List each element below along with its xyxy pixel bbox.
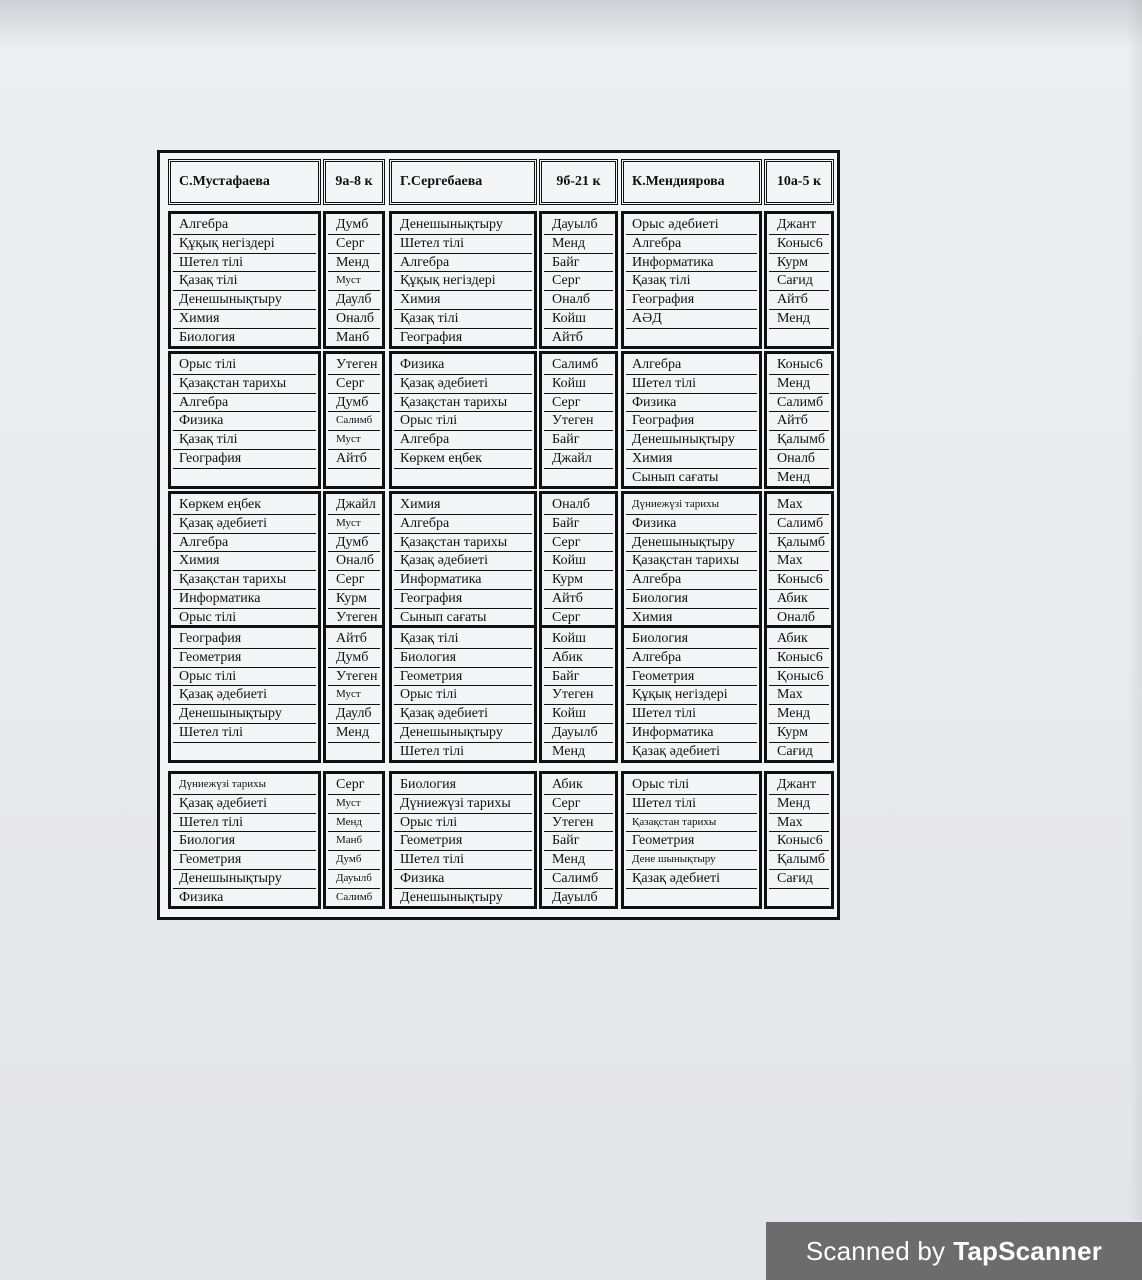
class-code-cell: Серг (544, 609, 613, 628)
subject-cell: Орыс тілі (394, 814, 532, 833)
class-code-cell: Менд (769, 705, 829, 724)
subject-cell: Денешынықтыру (394, 724, 532, 743)
day-5-t2-block (389, 771, 537, 909)
class-code-cell: Байг (544, 832, 613, 851)
class-code-cell: Джайл (328, 496, 380, 515)
day-2-t3-block (621, 351, 762, 489)
class-code-cell: Сағид (769, 870, 829, 889)
day-3-c3-block (764, 491, 834, 629)
class-code-cell: Қалымб (769, 534, 829, 553)
subject-cell: Қазақстан тарихы (626, 814, 757, 833)
class-code-cell: Менд (328, 724, 380, 743)
subject-cell: Биология (173, 329, 316, 348)
subject-cell (173, 743, 316, 762)
day-5-t3-block (621, 771, 762, 909)
subject-cell: Дене шынықтыру (626, 851, 757, 870)
class-code-cell: Утеген (328, 668, 380, 687)
class-code-cell: Менд (328, 254, 380, 273)
day-4-c2-block (539, 625, 618, 763)
day-1-c2-block (539, 211, 618, 349)
subject-cell: Шетел тілі (394, 235, 532, 254)
subject-cell: Көркем еңбек (173, 496, 316, 515)
subject-cell: Денешынықтыру (626, 431, 757, 450)
class-code-cell: Оналб (544, 496, 613, 515)
class-code-cell: Салимб (328, 889, 380, 908)
subject-cell: Орыс тілі (173, 609, 316, 628)
subject-cell: Қазақ әдебиеті (394, 552, 532, 571)
class-code-cell: Серг (544, 534, 613, 553)
subject-cell: Қазақ әдебиеті (173, 795, 316, 814)
class-code-cell: Коныс6 (769, 649, 829, 668)
class-code-cell: Серг (544, 272, 613, 291)
class-code-cell: Манб (328, 832, 380, 851)
class-code-cell: Айтб (769, 412, 829, 431)
day-5-c2-block (539, 771, 618, 909)
subject-cell: Биология (394, 649, 532, 668)
subject-cell: Физика (173, 889, 316, 908)
class-code-cell: Утеген (328, 356, 380, 375)
class-code-cell: Курм (769, 254, 829, 273)
watermark-prefix: Scanned by (805, 1235, 946, 1266)
subject-cell: Алгебра (626, 571, 757, 590)
subject-cell: Дүниежүзі тарихы (173, 776, 316, 795)
class-code-cell: Койш (544, 552, 613, 571)
subject-cell: Шетел тілі (173, 814, 316, 833)
subject-cell (173, 469, 316, 488)
subject-cell: Химия (173, 552, 316, 571)
subject-cell: Шетел тілі (626, 705, 757, 724)
day-2-c3-block (764, 351, 834, 489)
schedule-table (157, 150, 840, 920)
subject-cell: Физика (394, 356, 532, 375)
subject-cell: Алгебра (394, 515, 532, 534)
class-code-cell (769, 889, 829, 908)
paper-right-shadow (1128, 0, 1142, 1220)
subject-cell: Сынып сағаты (626, 469, 757, 488)
subject-cell: Химия (626, 609, 757, 628)
subject-cell: Құқық негіздері (173, 235, 316, 254)
subject-cell: Қазақстан тарихы (173, 571, 316, 590)
day-1-t3-block (621, 211, 762, 349)
class-code-cell: Койш (544, 375, 613, 394)
class-code-cell: Коныс6 (769, 832, 829, 851)
subject-cell: АӘД (626, 310, 757, 329)
day-1-c1-block (323, 211, 385, 349)
subject-cell: География (626, 412, 757, 431)
subject-cell: Қазақ әдебиеті (394, 375, 532, 394)
class-code-cell: Серг (544, 394, 613, 413)
subject-cell: Биология (394, 776, 532, 795)
subject-cell: Химия (394, 496, 532, 515)
subject-cell: Шетел тілі (173, 254, 316, 273)
class-code-cell: Муст (328, 795, 380, 814)
class-code-cell: Менд (769, 310, 829, 329)
subject-cell: Геометрия (394, 668, 532, 687)
class-header-3: 10а-5 к (764, 159, 834, 205)
subject-cell: Геометрия (173, 649, 316, 668)
class-code-cell: Койш (544, 630, 613, 649)
class-code-cell: Серг (328, 235, 380, 254)
subject-cell: Алгебра (173, 534, 316, 553)
subject-cell: Денешынықтыру (394, 216, 532, 235)
class-code-cell: Менд (328, 814, 380, 833)
class-code-cell: Думб (328, 649, 380, 668)
subject-cell: География (173, 450, 316, 469)
subject-cell: Геометрия (626, 832, 757, 851)
subject-cell: Орыс тілі (626, 776, 757, 795)
subject-cell: География (173, 630, 316, 649)
subject-cell: Физика (394, 870, 532, 889)
class-code-cell: Утеген (544, 412, 613, 431)
subject-cell: Орыс тілі (173, 668, 316, 687)
subject-cell: Қазақстан тарихы (394, 394, 532, 413)
class-code-cell: Мах (769, 552, 829, 571)
class-code-cell: Менд (544, 743, 613, 762)
subject-cell: География (394, 329, 532, 348)
subject-cell: Алгебра (626, 649, 757, 668)
class-code-cell: Қалымб (769, 431, 829, 450)
subject-cell: Қазақстан тарихы (173, 375, 316, 394)
teacher-header-1: С.Мустафаева (168, 159, 321, 205)
subject-cell: Геометрия (394, 832, 532, 851)
day-2-t1-block (168, 351, 321, 489)
subject-cell: Қазақ тілі (173, 431, 316, 450)
class-code-cell: Салимб (544, 870, 613, 889)
subject-cell: Шетел тілі (394, 743, 532, 762)
subject-cell: Қазақ әдебиеті (394, 705, 532, 724)
subject-cell: Биология (626, 590, 757, 609)
class-code-cell: Салимб (769, 515, 829, 534)
subject-cell: Геометрия (173, 851, 316, 870)
class-code-cell: Оналб (769, 609, 829, 628)
class-code-cell: Айтб (328, 450, 380, 469)
subject-cell: Алгебра (626, 356, 757, 375)
class-code-cell (544, 469, 613, 488)
class-code-cell: Джант (769, 776, 829, 795)
day-4-t2-block (389, 625, 537, 763)
subject-cell: Алгебра (394, 254, 532, 273)
subject-cell: Шетел тілі (394, 851, 532, 870)
subject-cell: Алгебра (394, 431, 532, 450)
class-code-cell: Дауылб (544, 724, 613, 743)
subject-cell (394, 469, 532, 488)
class-code-cell: Думб (328, 216, 380, 235)
subject-cell: География (394, 590, 532, 609)
subject-cell: Алгебра (173, 216, 316, 235)
class-code-cell (769, 329, 829, 348)
subject-cell: Информатика (394, 571, 532, 590)
class-code-cell: Утеген (544, 814, 613, 833)
subject-cell: Денешынықтыру (173, 291, 316, 310)
subject-cell: Шетел тілі (626, 795, 757, 814)
class-code-cell: Серг (328, 375, 380, 394)
subject-cell: Биология (626, 630, 757, 649)
day-2-t2-block (389, 351, 537, 489)
subject-cell: Көркем еңбек (394, 450, 532, 469)
class-code-cell: Муст (328, 431, 380, 450)
class-code-cell: Муст (328, 515, 380, 534)
class-code-cell: Курм (769, 724, 829, 743)
class-code-cell: Даулб (328, 705, 380, 724)
class-code-cell: Менд (544, 851, 613, 870)
class-code-cell: Салимб (544, 356, 613, 375)
class-code-cell: Салимб (328, 412, 380, 431)
subject-cell (626, 889, 757, 908)
class-code-cell (328, 469, 380, 488)
subject-cell: Құқық негіздері (626, 686, 757, 705)
paper-top-edge (0, 0, 1142, 48)
class-code-cell: Джайл (544, 450, 613, 469)
class-code-cell: Серг (544, 795, 613, 814)
class-code-cell: Сағид (769, 272, 829, 291)
subject-cell: Қазақ әдебиеті (173, 515, 316, 534)
subject-cell: Физика (626, 515, 757, 534)
class-code-cell: Сағид (769, 743, 829, 762)
class-code-cell: Менд (769, 469, 829, 488)
class-code-cell: Утеген (544, 686, 613, 705)
class-code-cell: Думб (328, 851, 380, 870)
class-code-cell: Коныс6 (769, 356, 829, 375)
class-code-cell: Абик (769, 590, 829, 609)
subject-cell: Қазақстан тарихы (626, 552, 757, 571)
class-code-cell: Айтб (769, 291, 829, 310)
class-code-cell: Мах (769, 686, 829, 705)
class-code-cell: Мах (769, 814, 829, 833)
class-code-cell: Дауылб (544, 216, 613, 235)
day-5-t1-block (168, 771, 321, 909)
subject-cell: Денешынықтыру (394, 889, 532, 908)
subject-cell: Информатика (173, 590, 316, 609)
class-header-2: 9б-21 к (539, 159, 618, 205)
subject-cell: Орыс тілі (394, 412, 532, 431)
subject-cell: Қазақ тілі (173, 272, 316, 291)
class-code-cell: Менд (544, 235, 613, 254)
class-code-cell: Курм (544, 571, 613, 590)
class-code-cell: Коныс6 (769, 235, 829, 254)
teacher-header-3: К.Мендиярова (621, 159, 762, 205)
class-code-cell: Абик (769, 630, 829, 649)
subject-cell: Қазақ тілі (394, 630, 532, 649)
day-4-t1-block (168, 625, 321, 763)
day-3-c2-block (539, 491, 618, 629)
subject-cell: Орыс әдебиеті (626, 216, 757, 235)
class-code-cell: Джант (769, 216, 829, 235)
subject-cell: Шетел тілі (626, 375, 757, 394)
class-code-cell: Байг (544, 515, 613, 534)
subject-cell: Қазақ әдебиеті (626, 743, 757, 762)
day-3-c1-block (323, 491, 385, 629)
class-code-cell: Серг (328, 776, 380, 795)
class-code-cell: Манб (328, 329, 380, 348)
subject-cell: Сынып сағаты (394, 609, 532, 628)
subject-cell: Химия (626, 450, 757, 469)
subject-cell: Қазақ тілі (626, 272, 757, 291)
class-header-1: 9а-8 к (323, 159, 385, 205)
subject-cell: Шетел тілі (173, 724, 316, 743)
subject-cell: Информатика (626, 724, 757, 743)
subject-cell: Информатика (626, 254, 757, 273)
watermark-brand: TapScanner (953, 1235, 1103, 1266)
subject-cell: Денешынықтыру (626, 534, 757, 553)
day-4-t3-block (621, 625, 762, 763)
class-code-cell: Менд (769, 375, 829, 394)
day-3-t3-block (621, 491, 762, 629)
subject-cell: Дүниежүзі тарихы (626, 496, 757, 515)
class-code-cell: Байг (544, 431, 613, 450)
class-code-cell: Койш (544, 705, 613, 724)
day-2-c2-block (539, 351, 618, 489)
subject-cell: Орыс тілі (394, 686, 532, 705)
subject-cell: Қазақстан тарихы (394, 534, 532, 553)
subject-cell: Құқық негіздері (394, 272, 532, 291)
scanner-watermark (766, 1222, 1142, 1280)
class-code-cell: Коныс6 (769, 571, 829, 590)
day-5-c3-block (764, 771, 834, 909)
class-code-cell: Муст (328, 272, 380, 291)
subject-cell: Алгебра (626, 235, 757, 254)
class-code-cell: Думб (328, 534, 380, 553)
subject-cell: Геометрия (626, 668, 757, 687)
class-code-cell (328, 743, 380, 762)
subject-cell: Денешынықтыру (173, 870, 316, 889)
subject-cell: Орыс тілі (173, 356, 316, 375)
subject-cell: География (626, 291, 757, 310)
day-2-c1-block (323, 351, 385, 489)
subject-cell: Химия (394, 291, 532, 310)
subject-cell: Алгебра (173, 394, 316, 413)
class-code-cell: Даулб (328, 291, 380, 310)
class-code-cell: Дауылб (544, 889, 613, 908)
class-code-cell: Мах (769, 496, 829, 515)
class-code-cell: Оналб (544, 291, 613, 310)
subject-cell: Биология (173, 832, 316, 851)
class-code-cell: Оналб (328, 552, 380, 571)
subject-cell: Химия (173, 310, 316, 329)
class-code-cell: Оналб (328, 310, 380, 329)
class-code-cell: Оналб (769, 450, 829, 469)
day-1-t2-block (389, 211, 537, 349)
class-code-cell: Курм (328, 590, 380, 609)
class-code-cell: Думб (328, 394, 380, 413)
day-3-t1-block (168, 491, 321, 629)
class-code-cell: Менд (769, 795, 829, 814)
class-code-cell: Дауылб (328, 870, 380, 889)
class-code-cell: Утеген (328, 609, 380, 628)
class-code-cell: Қалымб (769, 851, 829, 870)
subject-cell: Дүниежүзі тарихы (394, 795, 532, 814)
class-code-cell: Салимб (769, 394, 829, 413)
subject-cell: Физика (173, 412, 316, 431)
class-code-cell: Байг (544, 254, 613, 273)
class-code-cell: Койш (544, 310, 613, 329)
class-code-cell: Абик (544, 649, 613, 668)
class-code-cell: Айтб (328, 630, 380, 649)
subject-cell: Қазақ тілі (394, 310, 532, 329)
subject-cell: Қазақ әдебиеті (626, 870, 757, 889)
subject-cell (626, 329, 757, 348)
day-3-t2-block (389, 491, 537, 629)
subject-cell: Қазақ әдебиеті (173, 686, 316, 705)
subject-cell: Физика (626, 394, 757, 413)
day-4-c1-block (323, 625, 385, 763)
day-1-c3-block (764, 211, 834, 349)
class-code-cell: Серг (328, 571, 380, 590)
day-1-t1-block (168, 211, 321, 349)
class-code-cell: Муст (328, 686, 380, 705)
class-code-cell: Абик (544, 776, 613, 795)
teacher-header-2: Г.Сергебаева (389, 159, 537, 205)
class-code-cell: Байг (544, 668, 613, 687)
class-code-cell: Айтб (544, 590, 613, 609)
subject-cell: Денешынықтыру (173, 705, 316, 724)
day-5-c1-block (323, 771, 385, 909)
class-code-cell: Қоныс6 (769, 668, 829, 687)
day-4-c3-block (764, 625, 834, 763)
class-code-cell: Айтб (544, 329, 613, 348)
